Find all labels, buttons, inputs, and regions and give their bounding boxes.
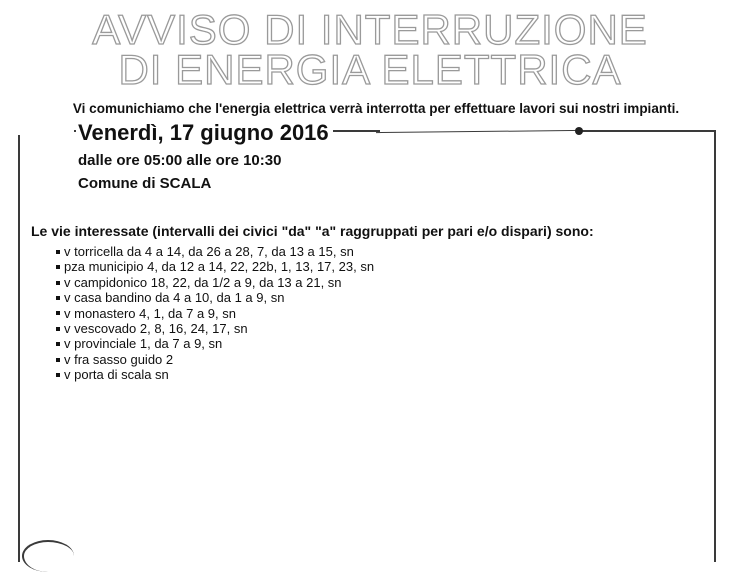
street-entry: pza municipio 4, da 12 a 14, 22, 22b, 1, 13, 17, 23, sn xyxy=(64,259,375,275)
bullet-icon xyxy=(56,327,60,331)
list-item xyxy=(56,306,374,321)
bullet-icon xyxy=(56,250,60,254)
bullet-icon xyxy=(56,265,60,269)
intro-text: Vi comunichiamo che l'energia elettrica verrà interrotta per effettuare lavori sui nostri impianti. xyxy=(72,101,680,116)
bullet-icon xyxy=(56,296,60,300)
street-entry: v casa bandino da 4 a 10, da 1 a 9, sn xyxy=(64,290,285,306)
list-item xyxy=(56,290,374,305)
list-item xyxy=(56,259,374,274)
bullet-icon xyxy=(56,358,60,362)
municipality: Comune di SCALA xyxy=(78,175,212,192)
street-entry: v fra sasso guido 2 xyxy=(64,351,174,367)
street-entry: v porta di scala sn xyxy=(64,367,169,383)
streets-title: Le vie interessate (intervalli dei civici "da" "a" raggruppati per pari e/o dispari) sono: xyxy=(31,223,594,239)
street-entry: v provinciale 1, da 7 a 9, sn xyxy=(64,336,223,352)
bullet-icon xyxy=(56,281,60,285)
notice-title-line-2: DI ENERGIA ELETTRICA xyxy=(118,46,622,93)
frame-gap xyxy=(16,127,74,135)
outage-date: Venerdì, 17 giugno 2016 xyxy=(76,120,333,146)
streets-list xyxy=(56,244,374,383)
street-entry: v vescovado 2, 8, 16, 24, 17, sn xyxy=(64,321,248,337)
list-item xyxy=(56,336,374,351)
street-entry: v monastero 4, 1, da 7 a 9, sn xyxy=(64,305,236,321)
list-item xyxy=(56,321,374,336)
bullet-icon xyxy=(56,342,60,346)
street-entry: v torricella da 4 a 14, da 26 a 28, 7, da 13 a 15, sn xyxy=(64,244,354,259)
bullet-icon xyxy=(56,311,60,315)
street-entry: v campidonico 18, 22, da 1/2 a 9, da 13 a 21, sn xyxy=(64,274,342,290)
frame-dot xyxy=(575,127,583,135)
list-item xyxy=(56,275,374,290)
bullet-icon xyxy=(56,373,60,377)
outage-time: dalle ore 05:00 alle ore 10:30 xyxy=(78,152,282,169)
list-item xyxy=(56,367,374,382)
notice-title-line-1: AVVISO DI INTERRUZIONE xyxy=(92,6,648,53)
list-item xyxy=(56,352,374,367)
list-item xyxy=(56,244,374,259)
corner-arc xyxy=(22,540,74,572)
